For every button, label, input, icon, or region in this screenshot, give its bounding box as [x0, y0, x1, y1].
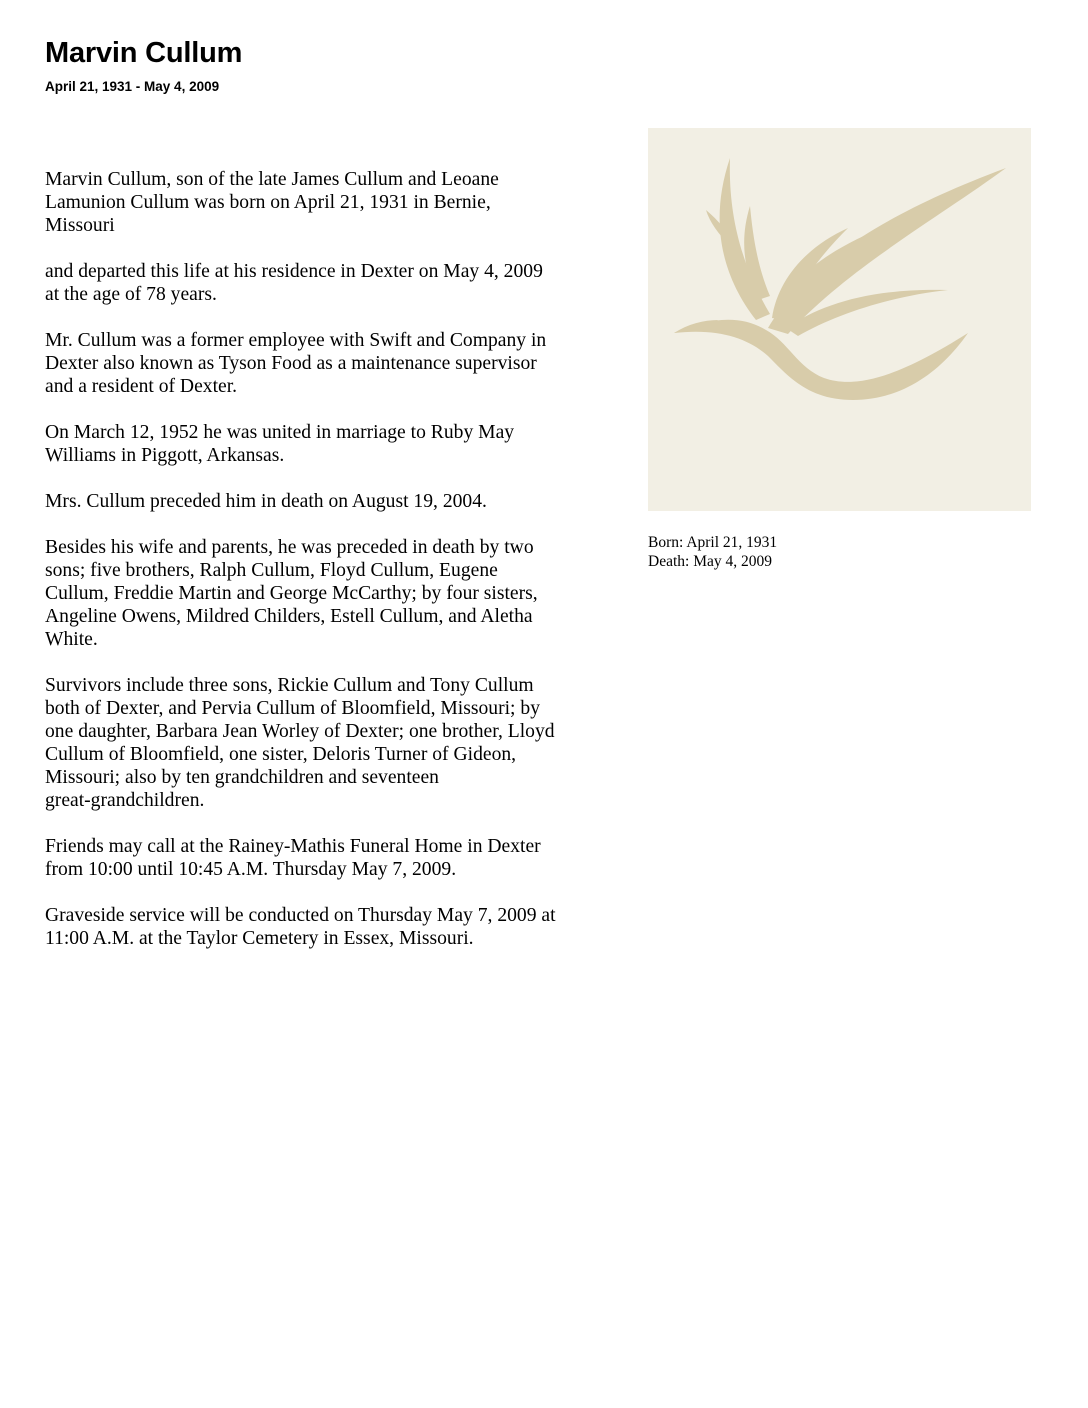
obituary-paragraph: Survivors include three sons, Rickie Cullum and Tony Cullum both of Dexter, and Pervia Cullum of Bloomfield, Missouri; by one daughter, Barbara Jean Worley of Dexter; one brother, Lloyd Cullum of Bloomfield, one sister, Deloris Turner of Gideon, Missouri; also by ten grandchildren and seventeen great-grandchildren. [45, 675, 555, 811]
obituary-paragraph: Graveside service will be conducted on Thursday May 7, 2009 at 11:00 A.M. at the Taylor Cemetery in Essex, Missouri. [45, 905, 556, 949]
life-dates: April 21, 1931 - May 4, 2009 [45, 79, 220, 94]
page-title: Marvin Cullum [45, 37, 243, 69]
obituary-paragraph: Mr. Cullum was a former employee with Swift and Company in Dexter also known as Tyson Food as a maintenance supervisor and a resident of Dexter. [45, 330, 547, 397]
obituary-paragraph: Friends may call at the Rainey-Mathis Funeral Home in Dexter from 10:00 until 10:45 A.M. Thursday May 7, 2009. [45, 836, 541, 880]
obituary-paragraph: Marvin Cullum, son of the late James Cullum and Leoane Lamunion Cullum was born on April 21, 1931 in Bernie, Missouri [45, 169, 499, 236]
dove-icon [648, 128, 1031, 511]
obituary-paragraph: Mrs. Cullum preceded him in death on August 19, 2004. [45, 491, 487, 512]
death-date: Death: May 4, 2009 [648, 553, 772, 570]
obituary-paragraph: and departed this life at his residence in Dexter on May 4, 2009 at the age of 78 years. [45, 261, 543, 305]
obituary-text [45, 168, 615, 973]
born-date: Born: April 21, 1931 [648, 534, 778, 551]
memorial-image [648, 128, 1031, 511]
life-dates-caption [648, 533, 777, 571]
obituary-paragraph: Besides his wife and parents, he was preceded in death by two sons; five brothers, Ralph Cullum, Floyd Cullum, Eugene Cullum, Freddie Martin and George McCarthy; by four sisters, Angeline Owens, Mildred Childers, Estell Cullum, and Aletha White. [45, 537, 538, 650]
obituary-paragraph: On March 12, 1952 he was united in marriage to Ruby May Williams in Piggott, Arkansas. [45, 422, 515, 466]
